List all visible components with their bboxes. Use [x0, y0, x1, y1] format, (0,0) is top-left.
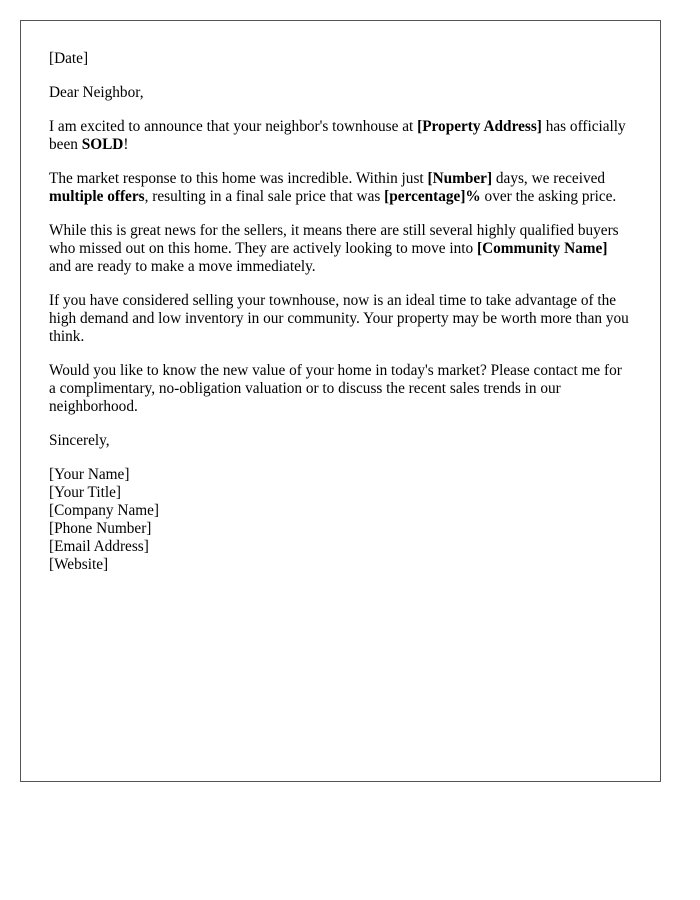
property-address-placeholder: [Property Address]: [417, 118, 542, 135]
paragraph-selling: If you have considered selling your townhouse, now is an ideal time to take advantage of the high demand and low inventory in our community. Your property may be worth more than you think.: [49, 292, 629, 345]
text: and are ready to make a move immediately.: [49, 258, 316, 275]
letter: [20, 20, 661, 782]
signature-phone: [Phone Number]: [49, 520, 152, 537]
text: over the asking price.: [480, 188, 617, 205]
date: [Date]: [49, 50, 89, 67]
paragraph-valuation: Would you like to know the new value of your home in today's market? Please contact me for a complimentary, no-obligation valuation or to discuss the recent sales trends in our neighborhood.: [49, 362, 622, 415]
salutation: Dear Neighbor,: [49, 84, 144, 101]
percentage-placeholder: [percentage]%: [384, 188, 481, 205]
text: days, we received: [492, 170, 606, 187]
text: While this is great news for the sellers, it means there are still several highly qualified buyers who missed out on this home. They are actively looking to move into: [49, 222, 619, 257]
number-placeholder: [Number]: [427, 170, 493, 187]
text: The market response to this home was incredible. Within just: [49, 170, 428, 187]
signature-title: [Your Title]: [49, 484, 121, 501]
signature-website: [Website]: [49, 556, 109, 573]
signature-email: [Email Address]: [49, 538, 149, 555]
multiple-offers-emphasis: multiple offers: [49, 188, 145, 205]
text: , resulting in a final sale price that was: [144, 188, 385, 205]
sold-emphasis: SOLD: [81, 136, 124, 153]
signature-block: [49, 466, 632, 574]
signature-name: [Your Name]: [49, 466, 130, 483]
text: I am excited to announce that your neighbor's townhouse at: [49, 118, 418, 135]
community-name-placeholder: [Community Name]: [476, 240, 608, 257]
signature-company: [Company Name]: [49, 502, 160, 519]
text: !: [123, 136, 129, 153]
text: has officially been: [49, 118, 626, 153]
closing: Sincerely,: [49, 432, 110, 449]
paragraph-announcement: [49, 118, 632, 154]
paragraph-market-response: [49, 170, 632, 206]
paragraph-buyers: [49, 222, 632, 276]
